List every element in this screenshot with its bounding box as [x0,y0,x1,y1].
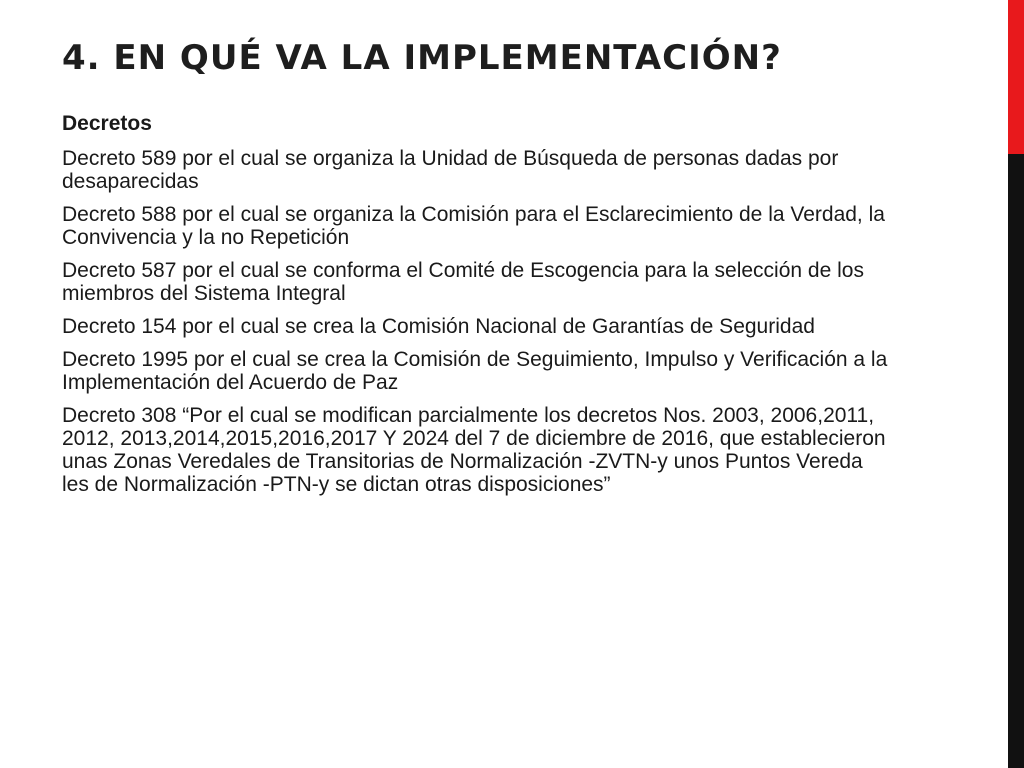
decree-589: Decreto 589 por el cual se organiza la Unidad de Búsqueda de personas dadas por desaparecidas [62,147,839,193]
decree-587: Decreto 587 por el cual se conforma el Comité de Escogencia para la selección de los miembros del Sistema Integral [62,259,864,305]
decree-588: Decreto 588 por el cual se organiza la Comisión para el Esclarecimiento de la Verdad, la Convivencia y la no Repetición [62,203,885,249]
accent-bar-black [1008,154,1024,768]
accent-bar-red [1008,0,1024,154]
decree-308: Decreto 308 “Por el cual se modifican parcialmente los decretos Nos. 2003, 2006,2011, 2012, 2013,2014,2015,2016,2017 Y 2024 del 7 de diciembre de 2016, que establecieron unas Zonas Veredales de Transitorias de Normalización -ZVTN-y unos Puntos Vereda les de Normalización -PTN-y se dictan otras disposiciones” [62,404,886,496]
section-heading: Decretos [62,112,152,135]
slide-title: 4. EN QUÉ VA LA IMPLEMENTACIÓN? [62,38,782,78]
decree-1995: Decreto 1995 por el cual se crea la Comisión de Seguimiento, Impulso y Verificación a la Implementación del Acuerdo de Paz [62,348,888,394]
decree-154: Decreto 154 por el cual se crea la Comisión Nacional de Garantías de Seguridad [62,315,815,338]
slide-body [62,111,892,506]
